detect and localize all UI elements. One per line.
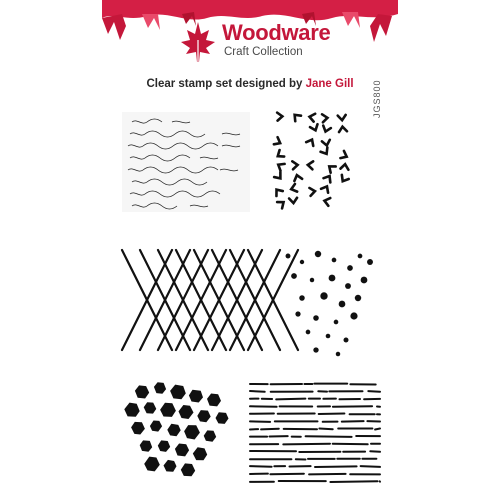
chevron-mark [324, 174, 333, 182]
hexagon-dot [131, 422, 145, 435]
dot-mark [313, 347, 318, 352]
dot-mark [345, 283, 351, 289]
dot-mark [310, 278, 314, 282]
hexagon-dot [179, 405, 194, 419]
chevron-mark [323, 197, 330, 206]
rough-line [368, 391, 380, 392]
chevron-mark [289, 198, 297, 204]
rough-line [330, 481, 377, 482]
dot-mark [339, 301, 346, 308]
chevron-mark [307, 161, 313, 169]
tagline-prefix: Clear stamp set designed by [146, 78, 306, 90]
dot-mark [336, 352, 340, 356]
dot-mark [347, 265, 353, 271]
crosshatch-grid-stamp [116, 246, 298, 354]
chevron-mark [340, 151, 348, 160]
dot-mark [286, 254, 291, 259]
hexagon-dot [216, 412, 229, 424]
dot-mark [315, 251, 321, 257]
brand-subtitle: Craft Collection [224, 46, 303, 58]
chevron-mark [309, 113, 315, 122]
rough-line [319, 429, 332, 430]
hexagon-dot [204, 430, 217, 441]
rough-line [333, 444, 368, 445]
designer-name: Jane Gill [305, 78, 354, 90]
dot-mark [300, 260, 304, 264]
rough-line [342, 421, 364, 422]
dot-mark [329, 275, 336, 282]
chevron-mark [309, 187, 315, 196]
hexagon-dot [193, 447, 207, 460]
hexagon-dot [154, 382, 166, 394]
dot-mark [334, 320, 339, 325]
hexagon-dot [144, 457, 160, 472]
chevron-mark [322, 140, 331, 146]
script-text-stamp [122, 112, 250, 212]
chevron-mark [277, 112, 282, 120]
rough-line [319, 414, 345, 415]
product-code: JGS800 [372, 79, 382, 118]
chevron-mark [274, 137, 282, 146]
chevron-mark [322, 126, 331, 133]
hexagon-dot [135, 385, 149, 398]
maple-leaf-logo-icon [181, 22, 215, 62]
rough-line [270, 474, 304, 475]
chevron-mark [292, 161, 298, 169]
hexagon-dot [158, 440, 170, 452]
rough-line [261, 429, 279, 430]
hexagon-dot [181, 463, 195, 476]
rough-line [250, 391, 265, 392]
chevron-mark [293, 174, 302, 181]
dot-mark [361, 277, 368, 284]
scattered-dots-stamp [286, 251, 373, 356]
product-card [102, 0, 398, 500]
chevron-mark [322, 114, 328, 122]
chevron-mark [274, 172, 283, 181]
rough-line [309, 474, 346, 475]
brand-name: Woodware [222, 20, 331, 45]
hexagon-dot [184, 425, 200, 439]
rough-line [361, 466, 380, 467]
dot-mark [350, 312, 357, 319]
chevron-mark [273, 187, 282, 196]
rough-line [283, 444, 330, 445]
chevron-mark [338, 115, 346, 121]
tagline [102, 78, 398, 90]
hexagon-dot [197, 410, 210, 422]
chevron-mark [292, 112, 301, 121]
chevron-mark [338, 126, 346, 132]
rough-line [250, 406, 277, 407]
hexagon-dot [175, 444, 189, 457]
stamp-set [102, 100, 398, 500]
chevron-mark [306, 138, 315, 146]
rough-line [306, 436, 352, 437]
rough-line [250, 421, 270, 422]
chevron-mark [277, 199, 286, 208]
dot-mark [326, 334, 331, 339]
rough-line [315, 466, 357, 467]
chevron-mark [310, 124, 319, 132]
chevron-mark [290, 184, 297, 193]
dot-mark [332, 258, 337, 263]
rough-line [276, 399, 305, 400]
dot-mark [320, 292, 327, 299]
chevron-mark [339, 175, 348, 183]
dot-mark [367, 259, 373, 265]
chevron-mark [327, 163, 336, 172]
hexagon-dot [124, 403, 139, 417]
chevron-marks-stamp [273, 112, 349, 208]
chevron-mark [275, 150, 284, 159]
dot-mark [355, 295, 361, 301]
dot-mark [313, 315, 319, 321]
rough-line [333, 406, 372, 407]
hexagon-dot [160, 403, 176, 417]
dot-mark [344, 338, 349, 343]
dot-mark [299, 295, 304, 300]
dot-mark [291, 273, 297, 279]
rough-line [370, 451, 380, 452]
hexagon-dot [140, 440, 153, 451]
rough-line [375, 429, 380, 430]
hexagon-dot [167, 424, 180, 436]
chevron-mark [340, 164, 349, 170]
dot-mark [358, 254, 363, 259]
hexagon-dot [164, 460, 177, 472]
hexagon-dot [189, 390, 203, 403]
dot-mark [295, 311, 300, 316]
dot-mark [306, 330, 311, 335]
chevron-mark [321, 184, 330, 192]
hexagon-dot [207, 394, 221, 407]
hexagon-dot [170, 385, 186, 400]
chevron-mark [321, 148, 330, 156]
hexagon-dots-stamp [124, 382, 228, 476]
hexagon-dot [144, 402, 157, 413]
rough-line [250, 466, 272, 467]
hexagon-dot [150, 421, 162, 432]
horizontal-lines-stamp [250, 384, 380, 482]
chevron-mark [276, 161, 284, 170]
